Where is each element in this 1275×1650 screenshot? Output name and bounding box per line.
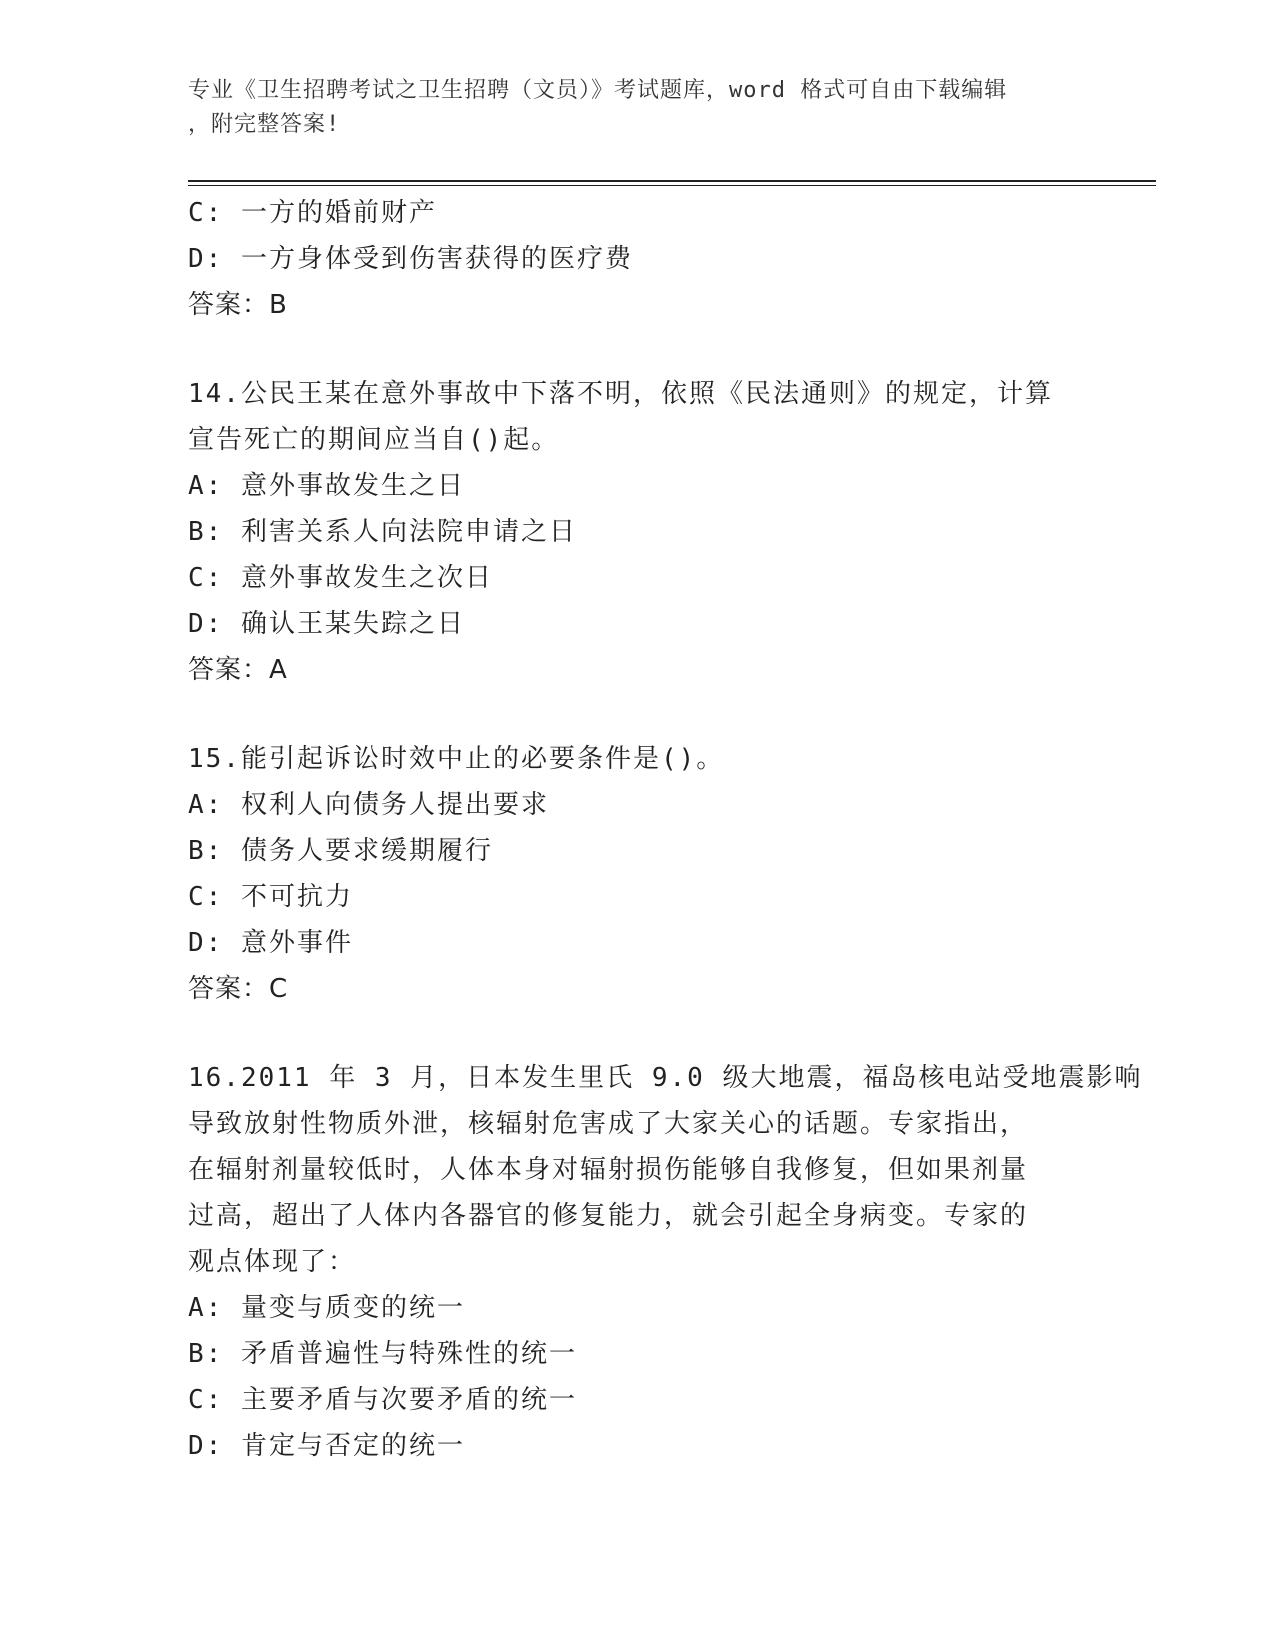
option-c-q15: C: 不可抗力 <box>188 882 353 912</box>
answer-q15: 答案：C <box>188 974 289 1004</box>
option-d-q16: D: 肯定与否定的统一 <box>188 1431 465 1461</box>
option-c-q13: C: 一方的婚前财产 <box>188 198 437 228</box>
question-15-line-1: 15.能引起诉讼时效中止的必要条件是()。 <box>188 744 725 774</box>
option-d-q13: D: 一方身体受到伤害获得的医疗费 <box>188 244 633 274</box>
option-a-q14: A: 意外事故发生之日 <box>188 471 465 501</box>
question-14-line-2: 宣告死亡的期间应当自()起。 <box>188 425 560 455</box>
answer-q13: 答案：B <box>188 290 288 320</box>
header-line-1: 专业《卫生招聘考试之卫生招聘（文员）》考试题库，word 格式可自由下载编辑 <box>188 78 1008 103</box>
option-b-q15: B: 债务人要求缓期履行 <box>188 836 493 866</box>
option-d-q15: D: 意外事件 <box>188 928 353 958</box>
spacer <box>188 328 1088 371</box>
option-d-q14: D: 确认王某失踪之日 <box>188 609 465 639</box>
question-16-line-2: 导致放射性物质外泄，核辐射危害成了大家关心的话题。专家指出， <box>188 1109 1029 1139</box>
header-rule-thick <box>188 180 1156 182</box>
option-a-q16: A: 量变与质变的统一 <box>188 1293 465 1323</box>
question-14-line-1: 14.公民王某在意外事故中下落不明，依照《民法通则》的规定，计算 <box>188 379 1053 409</box>
answer-q14: 答案：A <box>188 655 288 685</box>
spacer <box>188 693 1088 736</box>
question-16-line-1: 16.2011 年 3 月，日本发生里氏 9.0 级大地震，福岛核电站受地震影响 <box>188 1063 1143 1093</box>
option-b-q14: B: 利害关系人向法院申请之日 <box>188 517 577 547</box>
option-c-q16: C: 主要矛盾与次要矛盾的统一 <box>188 1385 577 1415</box>
question-16-line-3: 在辐射剂量较低时，人体本身对辐射损伤能够自我修复，但如果剂量 <box>188 1155 1029 1185</box>
document-header <box>188 74 1068 142</box>
header-line-2: ，附完整答案! <box>188 112 341 137</box>
question-16-line-4: 过高，超出了人体内各器官的修复能力，就会引起全身病变。专家的 <box>188 1201 1029 1231</box>
option-b-q16: B: 矛盾普遍性与特殊性的统一 <box>188 1339 577 1369</box>
option-a-q15: A: 权利人向债务人提出要求 <box>188 790 549 820</box>
header-rule-thin <box>188 185 1156 186</box>
option-c-q14: C: 意外事故发生之次日 <box>188 563 493 593</box>
spacer <box>188 1012 1088 1055</box>
question-16-line-5: 观点体现了： <box>188 1247 357 1277</box>
question-content <box>188 190 1143 1469</box>
